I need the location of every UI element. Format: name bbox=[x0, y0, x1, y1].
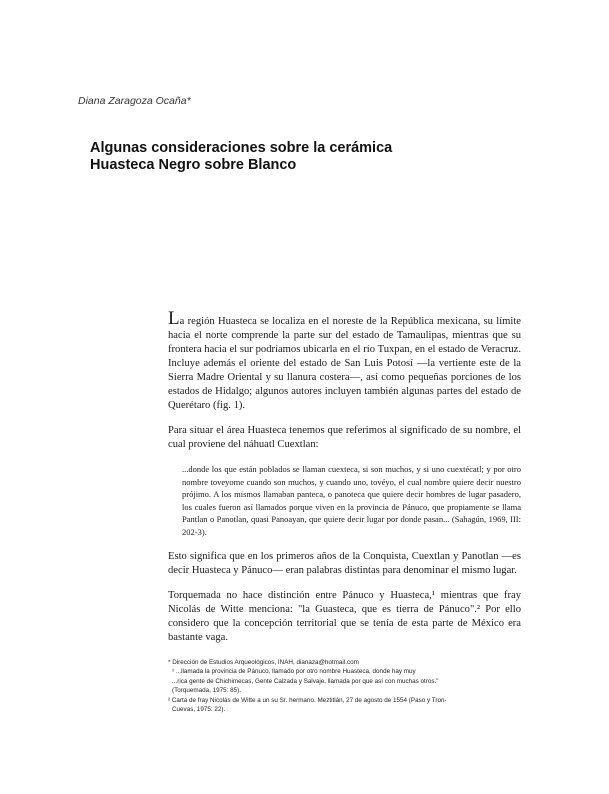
article-body bbox=[168, 308, 521, 656]
block-quote: ...donde los que están poblados se llaman cuexteca, si son muchos, y si uno cuextécatl; y por otro nombre toveyome cuando son muchos, y cuando uno, tovéyo, el cual nombre quiere decir nuestro prójimo. A los mismos llamaban panteca, o panoteca que quiere decir hombres de lugar pasadero, los cuales fueron así llamados porque viven en la provincia de Pánuco, que propiamente se llama Pantlan o Panotlan, quasi Panoayan, que quiere decir lugar por donde pasan... (Sahagún, 1969, III: 202-3). bbox=[182, 464, 521, 537]
paragraph-4: Torquemada no hace distinción entre Pánuco y Huasteca,¹ mientras que fray Nicolás de Witte menciona: "la Guasteca, que es tierra de Pánuco".² Por ello considero que la concepción territorial que se tenía de esta parte de México era bastante vaga. bbox=[168, 590, 521, 643]
article-title bbox=[90, 140, 470, 174]
footnotes bbox=[168, 658, 513, 714]
footnote-2-line-1: ² Carta de fray Nicolás de Witte a un su Sr. hermano. Meztitlán, 27 de agosto de 1554 (Paso y Tron- bbox=[168, 696, 447, 704]
footnote-1-line-2: ...rica gente de Chichimecas, Gente Calzada y Salvaje, llamada por que así con muchas otros." bbox=[172, 677, 439, 685]
title-line-1: Algunas consideraciones sobre la cerámica bbox=[90, 140, 393, 156]
author-name: Diana Zaragoza Ocaña* bbox=[78, 95, 191, 107]
footnote-2-line-2: Cuevas, 1975: 22). bbox=[172, 706, 226, 714]
footnote-affiliation: * Dirección de Estudios Arqueológicos, INAH, dianaza@hotmail.com bbox=[168, 659, 359, 666]
drop-cap: L bbox=[168, 308, 180, 329]
title-line-2: Huasteca Negro sobre Blanco bbox=[90, 157, 297, 173]
paragraph-1-text: a región Huasteca se localiza en el noreste de la República mexicana, su límite hacia el norte comprende la parte sur del estado de Tamaulipas, mientras que su frontera hacia el sur podríamos ubicarla en el río Tuxpan, en el estado de Veracruz. Incluye además el oriente del estado de San Luis Potosí —la vertiente este de la Sierra Madre Oriental y su llanura costera—, así como pequeñas porciones de los estados de Hidalgo; algunos autores incluyen también algunas partes del estado de Querétaro (fig. 1). bbox=[168, 316, 521, 411]
paragraph-3: Esto significa que en los primeros años de la Conquista, Cuextlan y Panotlan —es decir Huasteca y Pánuco— eran palabras distintas para denominar el mismo lugar. bbox=[168, 551, 521, 576]
footnote-1-line-1: ¹ ...llamada la provincia de Pánuco, llamado por otro nombre Huasteca, donde hay muy bbox=[172, 668, 416, 676]
paragraph-1 bbox=[168, 308, 521, 413]
footnote-1-line-3: (Torquemada, 1975: 85). bbox=[172, 687, 241, 695]
paragraph-2: Para situar el área Huasteca tenemos que referimos al significado de su nombre, el cual proviene del náhuatl Cuextlan: bbox=[168, 425, 521, 450]
